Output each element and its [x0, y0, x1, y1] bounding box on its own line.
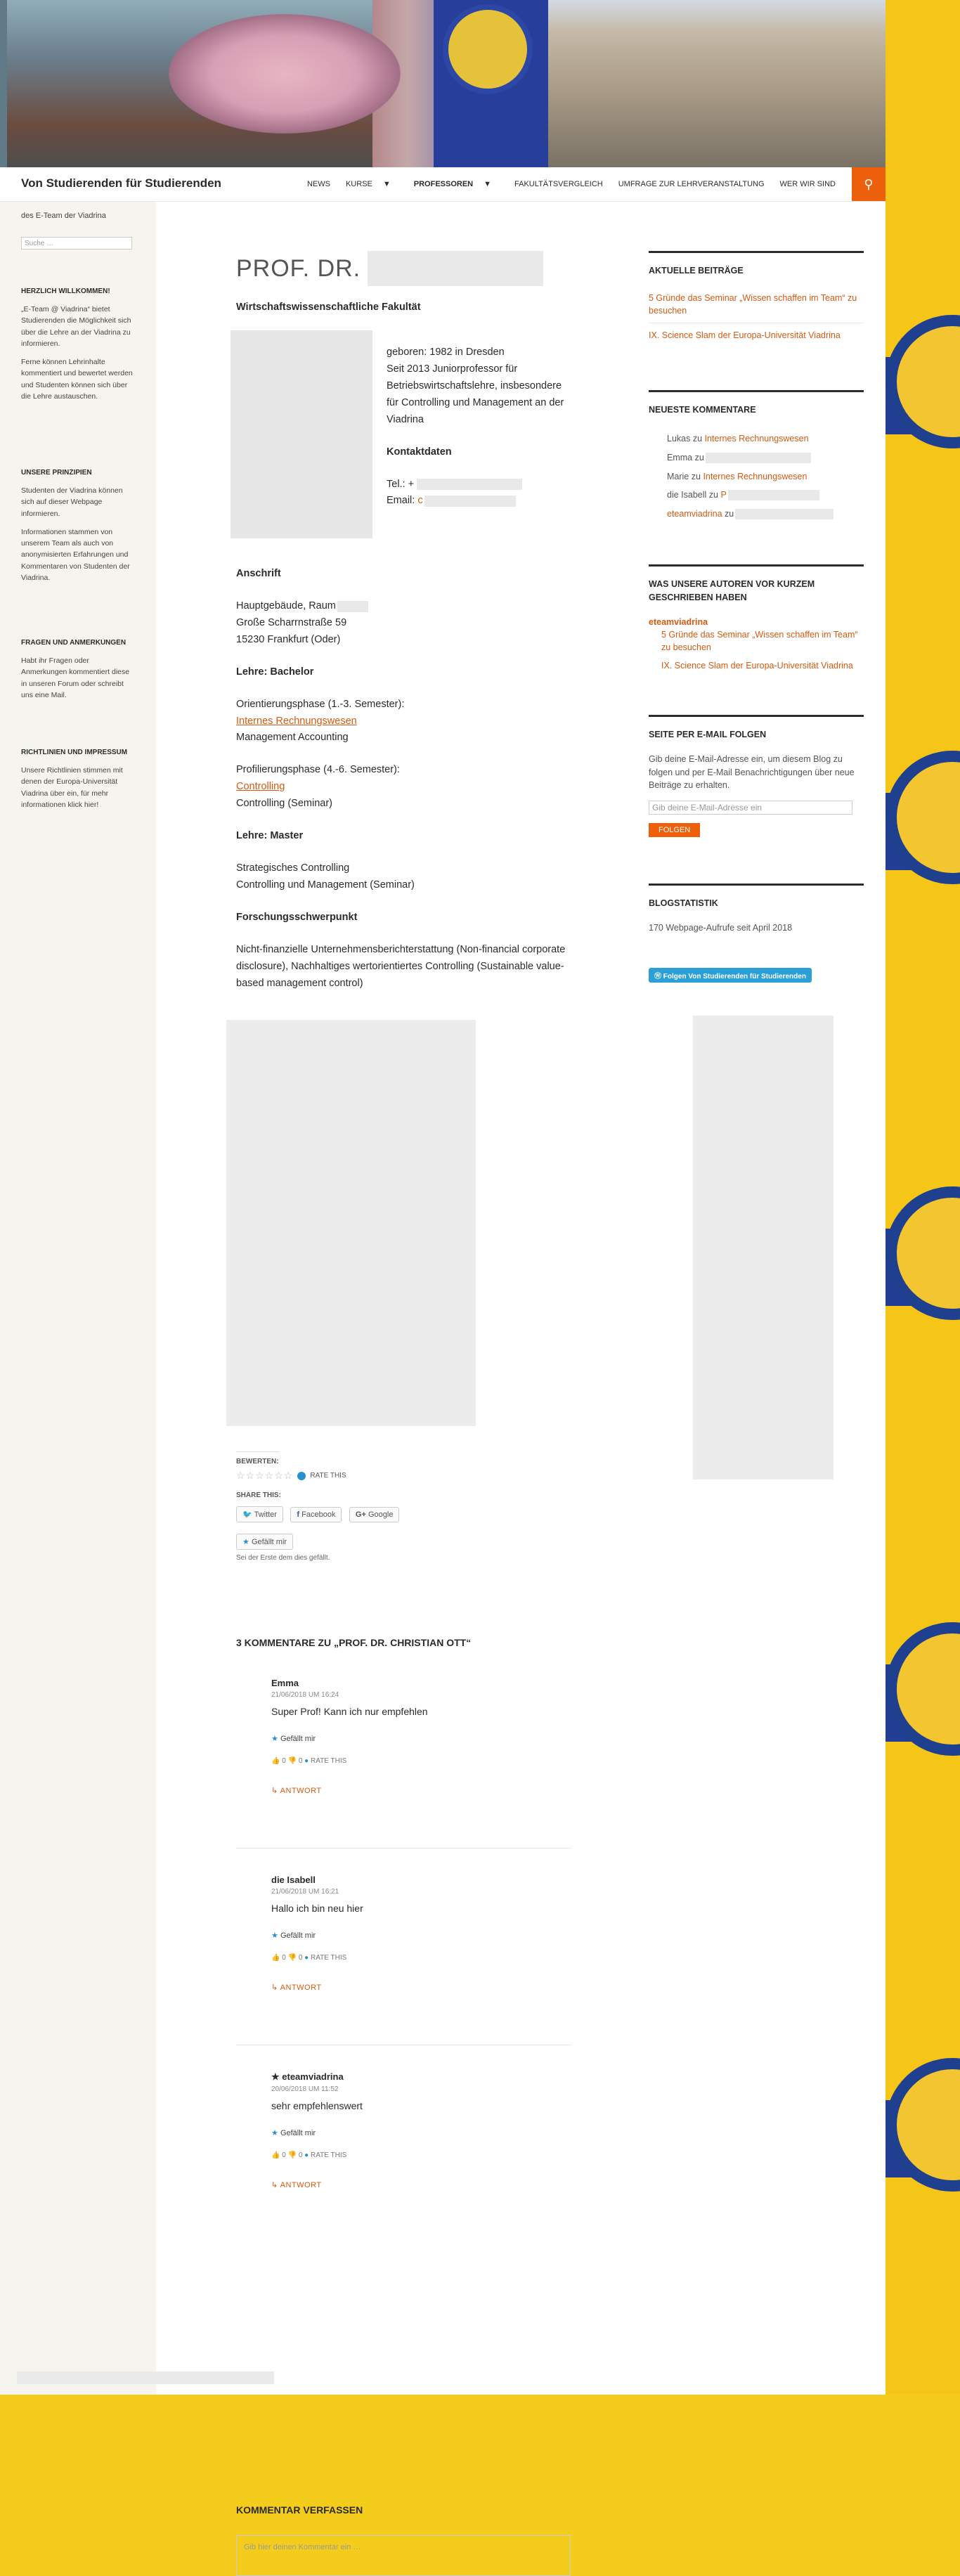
phone-line: Tel.: + [387, 477, 569, 493]
recent-post-link[interactable]: IX. Science Slam der Europa-Universität Viadrina [649, 330, 841, 340]
recent-comment-link[interactable]: Internes Rechnungswesen [704, 433, 809, 444]
reply-link[interactable]: ↳ ANTWORT [271, 1787, 322, 1795]
follow-button[interactable]: FOLGEN [649, 823, 700, 837]
address-line: Große Scharrnstraße 59 [236, 616, 347, 628]
recent-comment: Marie zu Internes Rechnungswesen [667, 467, 864, 486]
widget-policies [21, 749, 135, 817]
info-icon: ● [304, 1954, 309, 1962]
follow-text: Gib deine E-Mail-Adresse ein, um diesem Blog zu folgen und per E-Mail Benachrichtigungen über neue Beiträge zu erhalten. [649, 753, 855, 791]
share-google-button[interactable]: G+ Google [349, 1507, 400, 1522]
thumbs-up-icon[interactable]: 👍 [271, 1757, 280, 1765]
recent-comment: die Isabell zu P [667, 486, 864, 505]
author-post-link[interactable]: IX. Science Slam der Europa-Universität Viadrina [661, 660, 853, 671]
redacted-name [368, 251, 543, 286]
google-plus-icon: G+ [355, 1510, 366, 1519]
bachelor-orient: Orientierungsphase (1.-3. Semester): [236, 698, 405, 710]
widget-follow-email [649, 715, 864, 837]
rating-widget [236, 1470, 572, 1482]
share-label: SHARE THIS: [236, 1491, 281, 1499]
search-icon: ⚲ [864, 176, 874, 191]
rate-this-link[interactable]: RATE THIS [310, 1472, 346, 1480]
star-icon: ★ [271, 1931, 278, 1940]
widget-title: NEUESTE KOMMENTARE [649, 390, 864, 417]
wp-follow-widget [649, 968, 864, 983]
info-icon [297, 1472, 306, 1480]
wordpress-follow-button[interactable]: Ⓦ Folgen Von Studierenden für Studierenden [649, 968, 812, 983]
twitter-icon: 🐦 [242, 1510, 252, 1519]
comment-author[interactable]: Emma [271, 1678, 299, 1688]
left-sidebar [0, 202, 156, 2395]
widget-text: Unsere Richtlinien stimmen mit denen der Europa-Universität Viadrina über ein, für mehr informationen klick hier! [21, 766, 123, 809]
info-line: geboren: 1982 in Dresden [387, 347, 505, 358]
chevron-down-icon: ▼ [484, 180, 492, 188]
reply-icon: ↳ [271, 1983, 278, 1992]
widget-authors [649, 564, 864, 672]
follow-email-input[interactable]: Gib deine E-Mail-Adresse ein [649, 801, 852, 815]
bachelor-prof: Profilierungsphase (4.-6. Semester): [236, 764, 400, 776]
nav-item-umfrage[interactable]: UMFRAGE ZUR LEHRVERANSTALTUNG [618, 180, 765, 188]
comment-like-button[interactable]: ★ Gefällt mir [271, 1735, 316, 1743]
comment-like-button[interactable]: ★ Gefällt mir [271, 1931, 316, 1940]
info-icon: ● [304, 1757, 309, 1765]
wordpress-icon: Ⓦ [654, 973, 661, 980]
bachelor-heading: Lehre: Bachelor [236, 666, 314, 678]
widget-text: Studenten der Viadrina können sich auf dieser Webpage informieren. [21, 486, 123, 518]
site-tagline: des E-Team der Viadrina [21, 212, 106, 220]
bottom-bar-placeholder [17, 2371, 274, 2384]
recent-post-link[interactable]: 5 Gründe das Seminar „Wissen schaffen im Team“ zu besuchen [649, 292, 857, 316]
professor-info [387, 344, 569, 510]
widget-questions [21, 639, 135, 708]
comment-text: Hallo ich bin neu hier [271, 1903, 363, 1914]
widget-text: „E-Team @ Viadrina“ bietet Studierenden die Möglichkeit sich über die Lehre an der Viadrina zu informieren. [21, 305, 131, 348]
comment [271, 2071, 566, 2189]
research-text: Nicht-finanzielle Unternehmensberichterstattung (Non-financial corporate disclosure), Nachhaltiges wertorientiertes Controlling (Sustainable value-based management control) [236, 943, 566, 989]
reply-icon: ↳ [271, 1787, 278, 1795]
star-rating-icon[interactable]: ☆☆☆☆☆☆ [236, 1470, 294, 1481]
widget-title: UNSERE PRINZIPIEN [21, 469, 92, 477]
bachelor-orient-extra: Management Accounting [236, 732, 349, 744]
email-line: Email: c [387, 493, 569, 510]
comment-rating: 👍 0 👎 0 ● RATE THIS [271, 1757, 347, 1765]
comment [271, 1875, 566, 1992]
site-title[interactable]: Von Studierenden für Studierenden [21, 176, 221, 190]
author-post-link[interactable]: 5 Gründe das Seminar „Wissen schaffen im Team“ zu besuchen [661, 629, 858, 652]
author-name[interactable]: eteamviadrina [649, 616, 708, 627]
ad-placeholder [226, 1020, 476, 1426]
share-facebook-button[interactable]: f Facebook [290, 1507, 342, 1522]
post-content [236, 251, 572, 2551]
comments-section [236, 1637, 572, 2340]
widget-title: HERZLICH WILLKOMMEN! [21, 287, 110, 295]
rating-label: BEWERTEN: [236, 1458, 279, 1465]
comment-author[interactable]: die Isabell [271, 1875, 316, 1885]
master-line: Strategisches Controlling [236, 862, 350, 874]
widget-recent-comments [649, 390, 864, 524]
nav-item-kurse[interactable]: KURSE ▼ [338, 180, 406, 188]
contact-heading: Kontaktdaten [387, 446, 452, 458]
recent-comment: Lukas zu Internes Rechnungswesen [667, 429, 864, 448]
recent-comment: Emma zu [667, 448, 864, 467]
address-section [236, 566, 572, 992]
email-link[interactable]: c [417, 495, 423, 507]
widget-welcome [21, 287, 135, 409]
compose-heading: KOMMENTAR VERFASSEN [236, 2504, 363, 2516]
recent-comment: eteamviadrina zu [667, 505, 864, 524]
master-line: Controlling und Management (Seminar) [236, 879, 415, 891]
nav-item-professoren[interactable]: PROFESSOREN ▼ [406, 180, 507, 188]
master-heading: Lehre: Master [236, 830, 304, 842]
widget-blog-stats [649, 884, 864, 935]
widget-principles [21, 469, 135, 590]
nav-item-wer-wir-sind[interactable]: WER WIR SIND [779, 180, 836, 188]
comment-text: sehr empfehlenswert [271, 2100, 363, 2111]
comment-author-link[interactable]: eteamviadrina [667, 509, 722, 519]
primary-nav [299, 167, 843, 201]
widget-recent-posts [649, 251, 864, 342]
comment-text: Super Prof! Kann ich nur empfehlen [271, 1706, 428, 1717]
address-line: 15230 Frankfurt (Oder) [236, 633, 341, 645]
comment-author[interactable]: ★ eteamviadrina [271, 2071, 344, 2082]
comment-date[interactable]: 21/06/2018 UM 16:21 [271, 1888, 339, 1896]
stats-text: 170 Webpage-Aufrufe seit April 2018 [649, 922, 793, 933]
thumbs-up-icon[interactable]: 👍 [271, 1954, 280, 1962]
widget-text: Habt ihr Fragen oder Anmerkungen kommentiert diese in unseren Forum oder schreibt uns eine Mail. [21, 656, 130, 699]
facebook-icon: f [297, 1510, 300, 1519]
thumbs-down-icon[interactable]: 👎 [287, 1954, 297, 1962]
thumbs-up-icon[interactable]: 👍 [271, 2151, 280, 2159]
page-title: PROF. DR. [236, 251, 572, 286]
professor-photo [231, 330, 372, 538]
search-toggle-button[interactable] [852, 167, 886, 201]
widget-text: Informationen stammen von unserem Team als auch von anonymisierten Erfahrungen und Kommentaren von Studenten der Viadrina. [21, 527, 130, 582]
like-caption: Sei der Erste dem dies gefällt. [236, 1554, 330, 1562]
nav-item-news[interactable]: NEWS [306, 180, 330, 188]
header-image [0, 0, 886, 167]
course-link-controlling[interactable]: Controlling [236, 781, 285, 793]
reply-link[interactable]: ↳ ANTWORT [271, 2181, 322, 2189]
widget-title: FRAGEN UND ANMERKUNGEN [21, 639, 127, 647]
widget-title: AKTUELLE BEITRÄGE [649, 251, 864, 278]
address-line: Hauptgebäude, Raum [236, 598, 572, 615]
ad-placeholder [693, 1016, 833, 1480]
star-icon: ★ [242, 1538, 249, 1546]
widget-title: SEITE PER E-MAIL FOLGEN [649, 715, 864, 742]
widget-title: BLOGSTATISTIK [649, 884, 864, 910]
info-icon: ● [304, 2151, 309, 2159]
widget-title: RICHTLINIEN UND IMPRESSUM [21, 749, 128, 756]
widget-text: Ferne können Lehrinhalte kommentiert und bewertet werden und Studenten können sich über die Lehre austauschen. [21, 358, 133, 401]
comment-textarea[interactable]: Gib hier deinen Kommentar ein … [236, 2535, 571, 2576]
comment-date[interactable]: 20/06/2018 UM 11:52 [271, 2085, 339, 2093]
comment-rating: 👍 0 👎 0 ● RATE THIS [271, 2151, 347, 2159]
comments-heading: 3 KOMMENTARE ZU „PROF. DR. CHRISTIAN OTT“ [236, 1637, 472, 1648]
star-icon: ★ [271, 2129, 278, 2137]
course-link-internes-rechnungswesen[interactable]: Internes Rechnungswesen [236, 715, 357, 727]
masthead [0, 167, 886, 202]
university-seal-icon [443, 4, 533, 94]
chevron-down-icon: ▼ [382, 180, 391, 188]
address-heading: Anschrift [236, 568, 281, 579]
comment-like-button[interactable]: ★ Gefällt mir [271, 2129, 316, 2137]
like-button[interactable]: ★ Gefällt mir [236, 1534, 293, 1550]
share-buttons [236, 1506, 572, 1522]
comment-rating: 👍 0 👎 0 ● RATE THIS [271, 1954, 347, 1962]
reply-link[interactable]: ↳ ANTWORT [271, 1983, 322, 1992]
research-heading: Forschungsschwerpunkt [236, 911, 358, 923]
comment-date[interactable]: 21/06/2018 UM 16:24 [271, 1691, 339, 1699]
thumbs-down-icon[interactable]: 👎 [287, 2151, 297, 2159]
background-pattern [886, 0, 960, 2395]
reply-icon: ↳ [271, 2181, 278, 2189]
widget-title: WAS UNSERE AUTOREN VOR KURZEM GESCHRIEBEN HABEN [649, 564, 864, 604]
info-line: Seit 2013 Juniorprofessor für Betriebswirtschaftslehre, insbesondere für Controlling und Management an der Viadrina [387, 363, 564, 425]
bachelor-prof-extra: Controlling (Seminar) [236, 798, 332, 810]
like-area [236, 1534, 572, 1562]
comment [271, 1678, 566, 1795]
recent-comment-link[interactable]: P [720, 490, 727, 500]
share-twitter-button[interactable]: 🐦 Twitter [236, 1506, 283, 1522]
thumbs-down-icon[interactable]: 👎 [287, 1757, 297, 1765]
star-icon: ★ [271, 1735, 278, 1743]
faculty-name: Wirtschaftswissenschaftliche Fakultät [236, 302, 421, 313]
recent-comment-link[interactable]: Internes Rechnungswesen [703, 471, 807, 481]
post-footer [236, 1451, 572, 1562]
nav-item-fakultaetsvergleich[interactable]: FAKULTÄTSVERGLEICH [514, 180, 603, 188]
sidebar-search-input[interactable]: Suche … [21, 237, 132, 250]
